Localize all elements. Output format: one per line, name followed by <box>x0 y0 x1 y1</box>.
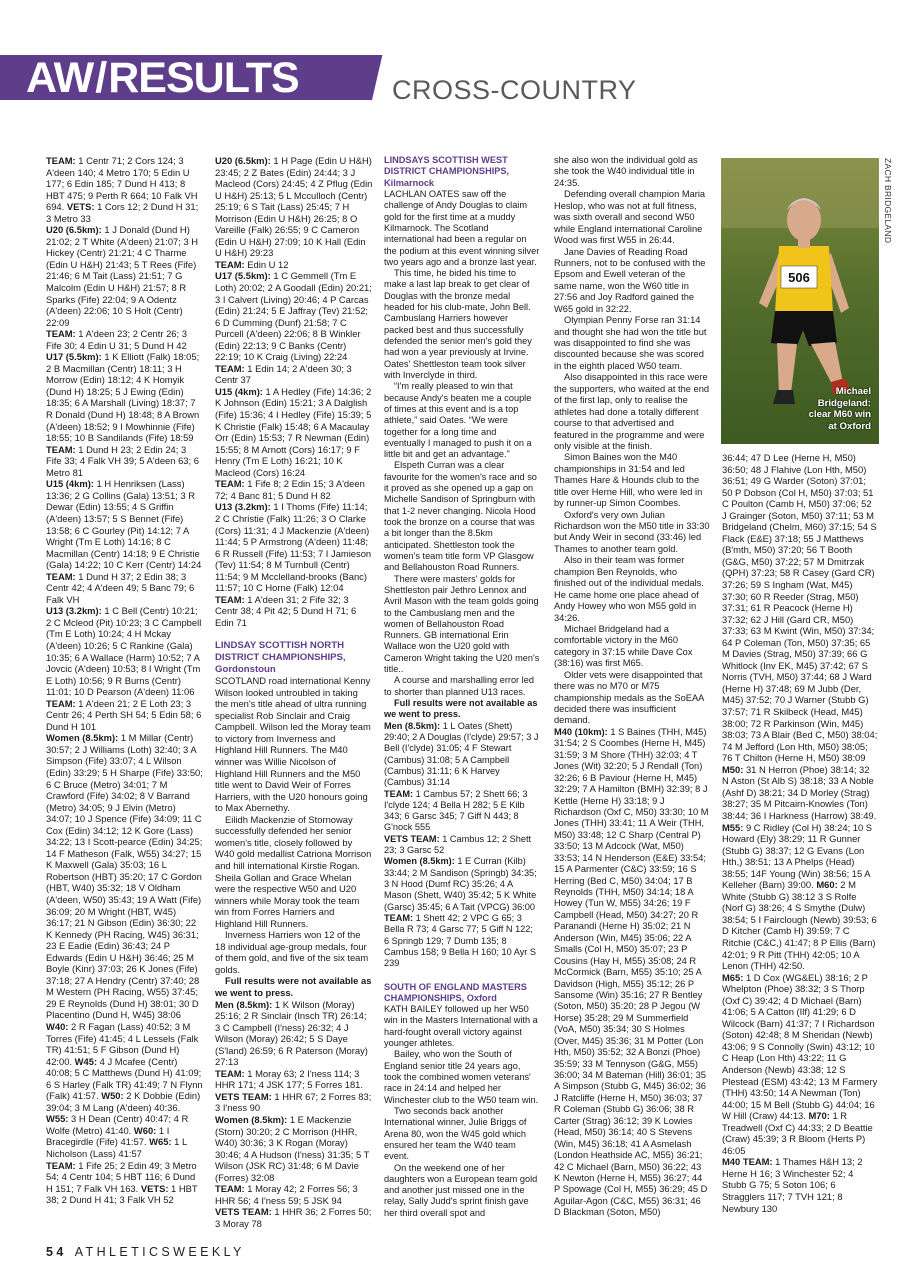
result-entry: Men (8.5km): 1 K Wilson (Moray) 25:16; 2 R Sinclair (Insch TR) 26:14; 3 C Campbell (I'ness) 26:32; 4 J Wilson (Moray) 26:42; 5 S Daye (S'land) 26:59; 6 R Paterson (Moray) 27:13 <box>215 998 368 1068</box>
report-paragraph: Inverness Harriers won 12 of the 18 individual age-group medals, four of them gold, and five of the six team golds. <box>215 929 369 975</box>
aw-results-logo <box>26 56 299 100</box>
result-entry: VETS TEAM: 1 HHR 36; 2 Forres 50; 3 Moray 78 <box>215 1206 372 1229</box>
report-column-3 <box>384 155 540 1219</box>
result-entry: M40 (10km): 1 S Baines (THH, M45) 31:54; 2 S Coombes (Herne H, M45) 31:59; 3 M Shore (THH) 32:03; 4 T Jones (Wit) 32:20; 5 J Rendall (Ton) 32:26; 6 B Paviour (Herne H, M45) 32:29; 7 A Hamilton (BMH) 32:39; 8 J Kettle (Herne H) 33:18; 9 J Richardson (Oxf C, M50) 33:30; 10 M Jones (THH) 33:41; 11 A Weir (THH, M50) 33:48; 12 C Sharp (Central P) 33:50; 13 M Adcock (Wat, M50) 33:53; 14 N Henderson (E&E) 33:54; 15 A Parmenter (C&C) 33:59; 16 S Herring (Bed C, M50) 34:04; 17 B Reynolds (THH, M50) 34:14; 18 A Howey (Tun W, M55) 34:26; 19 F Campbell (Head, M50) 34:27; 20 R Paranandi (Herne H) 35:02; 21 N Anderson (Win, M45) 35:06; 22 A Smalls (Col H, M50) 35:07; 23 P Cousins (Hay H, M55) 35:08; 24 R McCormick (Barn, M55) 35:10; 25 A Davidson (High, M55) 35:12; 26 P Sansome (Win) 35:16; 27 R Bentley (Soton, M50) 35:20; 28 P Jegou (W Horse) 35:28; 29 M Summerfield (VoA, M50) 35:34; 30 S Holmes (Over, M45) 35:36; 31 M Potter (Lon Hth, M50) 35:52; 32 A Bonzi (Phoe) 35:59; 33 M Tennyson (G&G, M55) 36:00; 34 M Bateman (Hill) 36:01; 35 A Simpson (Stubb G, M45) 36:02; 36 J Ratcliffe (Herne H, M50) 36:03; 37 R Coleman (Stubb G) 36:06; 38 R Carter (Strag) 36:12; 39 K Lowies (Head, M50) 36:14; 40 S Stevens (Win, M45) 36:18; 41 A Asmelash (London Heathside AC, M55) 36:21; 42 C Michael (Barn, M50) 36:22; 43 K Newton (Herne H, M55) 36:27; 44 P Spowage (Col H, M55) 36:29; 45 D Aguilar-Agon (C&C, M55) 36:31; 46 D Blackman (Soton, M50) <box>554 726 709 1218</box>
result-entry: TEAM: 1 A'deen 23; 2 Centr 26; 3 Fife 30; 4 Edin U 31; 5 Dund H 42 <box>46 328 187 351</box>
page-footer <box>46 1245 245 1259</box>
result-entry: 36:44; 47 D Lee (Herne H, M50) 36:50; 48 J Flahive (Lon Hth, M50) 36:51; 49 G Warder (Soton) 37:01; 50 P Dobson (Col H, M50) 37:03; 51 C Poulton (Camb H, M50) 37:06; 52 J Grainger (Soton, M50) 37:11; 53 M Bridgeland (Chelm, M60) 37:15; 54 S Flack (E&E) 37:18; 55 J Matthews (B'mth, M50) 37:20; 56 T Booth (G&G, M50) 37:22; 57 M Dmitrzak (QPH) 37:23; 58 R Casey (Gard CR) 37:26; 59 S Ingham (Wat, M45) 37:30; 60 R Reeder (Strag, M50) 37:31; 61 R Peacock (Herne H) 37:32; 62 J Hill (Gard CR, M50) 37:33; 63 M Kwint (Win, M50) 37:34; 64 P Coleman (Ton, M50) 37:35; 65 M Davies (Strag, M50) 37:39; 66 G Whitlock (Inv EK, M45) 37:42; 67 S Norris (TVH, M50) 37:44; 68 J Ward (Herne H) 37:48; 69 M Jubb (Der, M45) 37:52; 70 J Warner (Stubb G) 37:57; 71 R Skilbeck (Head, M45) 38:00; 72 R Parkinson (Win, M45) 38:03; 73 A Blair (Bed C, M50) 38:04; 74 M Jefford (Lon Hth, M50) 38:05; 76 T Chilton (Herne H, M50) 38:09 M50: 31 N Herron (Phoe) 38:14; 32 N Aston (St Alb S) 38:18; 33 A Noble (Ashf D) 38:21; 34 D Morley (Strag) 38:27; 35 M Pitcairn-Knowles (Ton) 38:44; 36 I Harkness (Harrow) 38:49. M55: 9 C Ridley (Col H) 38:24; 10 S Howard (Ely) 38:29; 11 R Gunner (Stubb G) 38:37; 12 G Evans (Lon Hth,) 38:51; 13 A Phelps (Head) 38:55; 14F Young (Win) 38:56; 15 A Kelleher (Barn) 39:00. M60: 2 M White (Stubb G) 38:12 3 S Rolfe (Norf G) 38:26; 4 S Smythe (Dulw) 38:54; 5 I Fairclough (Newb) 39:53; 6 D Kitcher (Camb H) 39:59; 7 C Ritchie (C&C,) 41:47; 8 P Ellis (Barn) 42:01; 9 R Pitt (THH) 42:05; 10 A Lenon (THH) 42:50. <box>722 452 878 972</box>
magazine-name: ATHLETICSWEEKLY <box>74 1245 245 1259</box>
result-entry: TEAM: 1 Dund H 23; 2 Edin 24; 3 Fife 33; 4 Falk VH 39; 5 A'deen 63; 6 Metro 81 <box>46 443 199 478</box>
report-paragraph: Bailey, who won the South of England senior title 24 years ago, took the combined women veterans' race in 24:14 and helped her Winchester club to the W50 team win. <box>384 1049 539 1105</box>
report-paragraph: Eilidh Mackenzie of Stornoway successfully defended her senior women's title, closely followed by W40 gold medallist Catriona Morrison and hill international Kirstie Rogan. Sheila Gollan and Grace Whelan were the respective W50 and U20 winners while Moray took the team win from Forres Harriers and Highland Hill Runners. <box>215 813 372 929</box>
spacer <box>384 970 540 982</box>
report-paragraph: There were masters' golds for Shettleston pair Jethro Lennox and Avril Mason with the team golds going to the Cambuslang men and the women of Bellahouston Road Runners. GB international Erin Wallace won the U20 gold with Cameron Wright taking the U20 men's title.. <box>384 573 540 675</box>
result-entry: U17 (5.5km): 1 C Gemmell (Tm E Loth) 20:02; 2 A Goodall (Edin) 20:21; 3 I Calvert (Living) 20:46; 4 P Carcas (Edin) 21:24; 5 E Jaffray (Tev) 21:52; 6 D Cumming (Dunf) 21:58; 7 C Purcell (A'deen) 22:06; 8 B Winkler (Edin) 22:13; 9 C Banks (Centr) 22:19; 10 K Craig (Living) 22:24 <box>215 270 372 363</box>
result-entry: U20 (6.5km): 1 H Page (Edin U H&H) 23:45; 2 Z Bates (Edin) 24:44; 3 J Macleod (Cors) 24:45; 4 Z Pflug (Edin U H&H) 25:13; 5 L Mcculloch (Centr) 25:19; 6 S Tait (Lass) 25:45; 7 H Morrison (Edin U H&H) 26:25; 8 O Vareille (Falk) 26:55; 9 C Cameron (Edin U H&H) 27:09; 10 K Hall (Edin U H&H) 29:23 <box>215 155 373 259</box>
result-entry: TEAM: 1 Centr 71; 2 Cors 124; 3 A'deen 140; 4 Metro 170; 5 Edin U 177; 6 Edin 185; 7 Dund H 413; 8 HBT 475; 9 Perth R 664; 10 Falk VH 694. VETS: 1 Cors 12; 2 Dund H 31; 3 Metro 33 <box>46 155 199 224</box>
result-entry: TEAM: 1 Moray 42; 2 Forres 56; 3 HHR 56; 4 I'ness 59; 5 JSK 94 <box>215 1183 358 1206</box>
logo-results: RESULTS <box>108 54 299 102</box>
results-column-2 <box>215 155 373 1229</box>
report-paragraph: Two seconds back another International winner, Julie Briggs of Arena 80, won the W45 gold which ensured her team the W40 team event. <box>384 1105 527 1162</box>
result-entry: U13 (3.2km): 1 I Thoms (Fife) 11:14; 2 C Christie (Falk) 11:26; 3 O Clarke (Cors) 11:31; 4 J Mackenzie (A'deen) 11:44; 5 P Armstrong (A'deen) 11:48; 6 R Russell (Fife) 11:53; 7 I Jamieson (Tev) 11:54; 8 M Turnbull (Centr) 11:54; 9 M Mcclelland-brooks (Banc) 11:57; 10 C Horne (Falk) 12:04 <box>215 501 372 594</box>
result-entry: U17 (5.5km): 1 K Elliott (Falk) 18:05; 2 B Macmillan (Centr) 18:11; 3 H Morrow (Edin) 18:12; 4 K Homyik (Dund H) 18:25; 5 J Ewing (Edin) 18:35; 6 A Marshall (Living) 18:37; 7 R Donald (Dund H) 18:48; 8 A Brown (A'deen) 18:52; 9 I Mowhinnie (Fife) 18:55; 10 B Sandilands (Fife) 18:59 <box>46 351 200 444</box>
result-entry: TEAM: 1 A'deen 21; 2 E Loth 23; 3 Centr 26; 4 Perth SH 54; 5 Edin 58; 6 Dund H 101 <box>46 697 202 732</box>
event-heading: LINDSAYS SCOTTISH WEST DISTRICT CHAMPIONSHIPS, Kilmarnock <box>384 155 510 188</box>
report-paragraph: Oxford's very own Julian Richardson won the M50 title in 33:30 but Andy Weir in second (33:46) led Thames to another team gold. <box>554 509 710 554</box>
report-paragraph: Elspeth Curran was a clear favourite for the women's race and so it proved as she opened up a gap on Michelle Sandison of Springburn with that 1-2 never changing. Nicola Hood took the bronze on a course that was a bit longer than the 8.5km anticipated. Shettleston took the women's team title form VP Glasgow and Bellahouston Road Runners. <box>384 460 537 573</box>
result-entry: TEAM: 1 Cambus 57; 2 Shett 66; 3 I'clyde 124; 4 Bella H 282; 5 E Kilb 343; 6 Garsc 345; 7 Giff N 443; 8 G'nock 555 <box>384 788 528 833</box>
bib-number: 506 <box>788 270 810 285</box>
report-paragraph: Jane Davies of Reading Road Runners, not to be confused with the Epsom and Ewell veteran of the same name, won the W60 title in 27:56 and Joy Radford gained the W65 gold in 32:22. <box>554 246 706 314</box>
result-entry: Women (8.5km): 1 E Mackenzie (Storn) 30:20; 2 C Morrison (HHR, W40) 30:36; 3 K Rogan (Moray) 30:46; 4 A Hudson (I'ness) 31:35; 5 T Wilson (JSK RC) 31:48; 6 M Davie (Forres) 32:08 <box>215 1113 370 1183</box>
report-paragraph: On the weekend one of her daughters won a European team gold and another just missed one in the relay, Sally Judd's sprint finish gave her third overall spot and <box>384 1162 538 1218</box>
photo-caption: Michael Bridgeland: clear M60 win at Oxford <box>808 386 871 432</box>
result-entry: TEAM: 1 Fife 25; 2 Edin 49; 3 Metro 54; 4 Centr 104; 5 HBT 116; 6 Dund H 151; 7 Falk VH 163. VETS: 1 HBT 38; 2 Dund H 41; 3 Falk VH 52 <box>46 1159 198 1206</box>
report-paragraph: Older vets were disappointed that there was no M70 or M75 championship medals as the SoEAA decided there was insufficient demand. <box>554 669 704 726</box>
result-entry: TEAM: 1 Fife 8; 2 Edin 15; 3 A'deen 72; 4 Banc 81; 5 Dund H 82 <box>215 478 365 501</box>
result-entry: W40: 2 R Fagan (Lass) 40:52; 3 M Torres (Fife) 41:45; 4 L Lessels (Falk TR) 41:51; 5 F Gibson (Dund H) 42:00. W45: 4 J Mcafee (Centr) 40:08; 5 C Matthews (Dund H) 41:09; 6 S Harley (Falk TR) 41:49; 7 N Flynn (Falk) 41:57. W50: 2 K Dobbie (Edin) 39:04; 3 M Lang (A'deen) 40:36. W55: 3 H Dean (Centr) 40:47; 4 R Wolfe (Metro) 41:40. W60: 1 I Bracegirdle (Fife) 41:57. W65: 1 L Nicholson (Lass) 41:57 <box>46 1021 203 1160</box>
report-paragraph: LACHLAN OATES saw off the challenge of Andy Douglas to claim gold for the first time at a muddy Kilmarnock. The Scotland international had been a regular on the podium at this event winning silver two years ago and a bronze last year. <box>384 188 540 267</box>
results-column-5 <box>722 452 878 1214</box>
event-heading: LINDSAY SCOTTISH NORTH DISTRICT CHAMPIONSHIPS, Gordonstoun <box>215 640 346 675</box>
report-paragraph: A course and marshalling error led to shorter than planned U13 races. <box>384 675 534 697</box>
results-column-1 <box>46 155 204 1206</box>
full-results-note: Full results were not available as we went to press. <box>215 975 372 998</box>
report-paragraph: Olympian Penny Forse ran 31:14 and thought she had won the title but was disappointed to find she was discounted because she was scored in the eighth placed W50 team. <box>554 315 707 371</box>
result-entry: TEAM: Edin U 12 <box>215 258 289 270</box>
report-paragraph: Simon Baines won the M40 championships in 31:54 and led Thames Hare & Hounds club to the title over Herne Hill, who were led in by runner-up Simon Coombes. <box>554 452 703 509</box>
report-paragraph: “I'm really pleased to win that because Andy's beaten me a couple of times at this event and is a top athlete,” said Oates. “We were together for a long time and eventually I managed to push it on a little bit and get an advantage.” <box>384 381 532 460</box>
report-paragraph: SCOTLAND road international Kenny Wilson looked untroubled in taking the men's title ahead of ultra running specialist Rob Sinclair and Craig Campbell. Wilson led the Moray team to victory from Inverness and Highland Hill Runners. The M40 winner was Willie Nicolson of Highland Hill Runners and the M50 title went to David Weir of Forres Harriers, with the U20 honours going to Max Abernethy. <box>215 675 371 814</box>
result-entry: TEAM: 1 Shett 42; 2 VPC G 65; 3 Bella R 73; 4 Garsc 77; 5 Giff N 122; 6 Springb 129; 7 Dumb 135; 8 Cambus 158; 9 Bella H 160; 10 Ayr S 239 <box>384 912 537 969</box>
report-paragraph: Defending overall champion Maria Heslop, who was not at full fitness, was sixth overall and second W50 while England international Caroline Wood was first W55 in 26:44. <box>554 189 706 246</box>
report-paragraph: she also won the individual gold as she took the W40 individual title in 24:35. <box>554 155 698 188</box>
result-entry: U13 (3.2km): 1 C Bell (Centr) 10:21; 2 C Mcleod (Pit) 10:23; 3 C Campbell (Tm E Loth) 10:24; 4 H Mckay (A'deen) 10:26; 5 C Rankine (Gala) 10:35; 6 A Wallace (Harm) 10:52; 7 A Jovcic (A'deen) 10:53; 8 I Wright (Tm E Loth) 10:56; 9 R Burns (Centr) 11:01; 10 D Pearson (A'deen) 11:06 <box>46 605 202 698</box>
report-paragraph: KATH BAILEY followed up her W50 win in the Masters International with a hard-fought overall victory against younger athletes. <box>384 1004 538 1049</box>
report-paragraph: Also disappointed in this race were the supporters, who waited at the end of the first lap, only to realise the athletes had done a totally different course to that advertised and featured in the programme and were only visible at the finish. <box>554 372 710 451</box>
event-heading: SOUTH OF ENGLAND MASTERS CHAMPIONSHIPS, Oxford <box>384 981 527 1003</box>
logo-slash: / <box>95 54 107 102</box>
report-column-4 <box>554 155 710 1219</box>
result-entry: Men (8.5km): 1 L Oates (Shett) 29:40; 2 A Douglas (I'clyde) 29:57; 3 J Bell (I'clyde) 31:05; 4 F Stewart (Cambus) 31:08; 5 A Campbell (Cambus) 31:11; 6 K Harvey (Cambus) 31:14 <box>384 720 539 788</box>
logo-aw: AW <box>26 54 94 102</box>
report-paragraph: Also in their team was former champion Ben Reynolds, who finished out of the individual medals. He came home one place ahead of Andy Howey who won M55 gold in 34:26. <box>554 555 704 623</box>
result-entry: VETS TEAM: 1 HHR 67; 2 Forres 83; 3 I'ness 90 <box>215 1090 372 1114</box>
report-paragraph: This time, he bided his time to make a last lap break to get clear of Douglas with the bronze medal headed for his club-mate, John Bell. Cambuslang Harriers however packed best and thus successfully defended the senior men's gold they had won a year previously at Irvine. Oates' Shettleston team took silver with Inverclyde in third. <box>384 268 532 380</box>
result-entry: Women (8.5km): 1 M Millar (Centr) 30:57; 2 J Williams (Loth) 32:40; 3 A Simpson (Fife) 33:07; 4 L Wilson (Edin) 33:29; 5 H Sharpe (Fife) 33:50; 6 C Bruce (Metro) 34:01; 7 M Crawford (Fife) 34:02; 8 V Barrand (Metro) 34:05; 9 J Elvin (Metro) 34:07; 10 J Spence (Fife) 34:09; 11 C Cox (Edin) 34:12; 12 K Gore (Lass) 34:22; 13 I Scott-pearce (Edin) 34:25; 14 F Matheson (Falk, W55) 34:27; 15 K Maxwell (Gala) 35:03; 16 L Robertson (HBT) 35:20; 17 C Gordon (HBT, W40) 35:32; 18 V Oldham (A'deen, W50) 35:43; 19 A Watt (Fife) 36:09; 20 M Wright (HBT, W45) 36:17; 21 N Gibson (Edin) 36:30; 22 K Kennedy (PH Racing, W45) 36:31; 23 E Eadie (Edin) 36:43; 24 P Edwards (Edin U H&H) 36:46; 25 M Boyle (Kinr) 37:03; 26 K Jones (Fife) 37:18; 27 A Hendry (Centr) 37:40; 28 M Western (PH Racing, W55) 37:45; 29 E Reynolds (Dund H) 38:01; 30 D Placentino (Dund H, W45) 38:06 <box>46 732 203 1021</box>
photo-credit: ZACH BRIDGELAND <box>883 158 893 244</box>
result-entry: M65: 1 D Cox (WG&EL) 38:16; 2 P Whelpton (Phoe) 38:32; 3 S Thorp (Oxf C) 39:42; 4 D Michael (Barn) 41:06; 5 A Catton (Ilf) 41:29; 6 D Wilcock (Barn) 41:37; 7 I Richardson (Soton) 42:48; 8 M Sheridan (Newb) 43:06; 9 S Connolly (Swin) 43:12; 10 C Heap (Lon Hth) 43:22; 11 G Anderson (Newb) 43:38; 12 S Plestead (ESM) 43:42; 13 M Farmery (THH) 43:50; 14 A Newman (Ton) 44:00; 15 M Bell (Stubb G) 44:04; 16 W Hill (Craw) 44:13. M70: 1 R Treadwell (Oxf C) 44:33; 2 D Beattie (Craw) 45:39; 3 R Bloom (Herts P) 46:05 <box>722 971 878 1156</box>
result-entry: Women (8.5km): 1 E Curran (Kilb) 33:44; 2 M Sandison (Springb) 34:35; 3 N Hood (Dumf RC) 35:26; 4 A Mason (Shett, W40) 35:42; 5 K White (Garsc) 35:45; 6 A Tait (VPCG) 36:00 <box>384 856 537 912</box>
result-entry: TEAM: 1 A'deen 31; 2 Fife 32; 3 Centr 38; 4 Pit 42; 5 Dund H 71; 6 Edin 71 <box>215 593 357 628</box>
result-entry: TEAM: 1 Moray 63; 2 I'ness 114; 3 HHR 171; 4 JSK 177; 5 Forres 181. <box>215 1067 363 1091</box>
report-paragraph: Michael Bridgeland had a comfortable victory in the M60 category in 37:15 while Dave Cox (38:16) was first M65. <box>554 623 693 669</box>
result-entry: M40 TEAM: 1 Thames H&H 13; 2 Herne H 16; 3 Winchester 52; 4 Stubb G 75; 5 Soton 106; 6 Stragglers 117; 7 TVH 121; 8 Newbury 130 <box>722 1156 863 1214</box>
result-entry: TEAM: 1 Edin 14; 2 A'deen 30; 3 Centr 37 <box>215 362 352 386</box>
spacer <box>215 628 373 640</box>
full-results-note: Full results were not available as we went to press. <box>384 698 538 720</box>
result-entry: TEAM: 1 Dund H 37; 2 Edin 38; 3 Centr 42; 4 A'deen 49; 5 Banc 79; 6 Falk VH <box>46 570 195 605</box>
result-entry: U15 (4km): 1 H Henriksen (Lass) 13:36; 2 G Collins (Gala) 13:51; 3 R Dewar (Edin) 13:55; 4 S Griffin (A'deen) 13:57; 5 S Bennet (Fife) 13:58; 6 C Gourley (Pit) 14:12; 7 A Wright (Tm E Loth) 14:16; 8 C Macmillan (Centr) 14:18; 9 E Christie (Gala) 14:22; 10 C Kerr (Centr) 14:24 <box>46 478 202 571</box>
runner-photo <box>721 158 879 444</box>
result-entry: U15 (4km): 1 A Hedley (Fife) 14:36; 2 K Johnson (Edin) 15:21; 3 A Dalglish (Fife) 15:36; 4 I Hedley (Fife) 15:39; 5 K Christie (Falk) 15:48; 6 A Macaulay Orr (Edin) 15:53; 7 R Newman (Edin) 15:55; 8 M Arnott (Cors) 16:17; 9 F Henry (Tm E Loth) 16:21; 10 K Macleod (Cors) 16:24 <box>215 385 372 478</box>
section-title: CROSS-COUNTRY <box>392 75 637 105</box>
result-entry: VETS TEAM: 1 Cambus 12; 2 Shett 23; 3 Garsc 52 <box>384 833 532 856</box>
page-number: 54 <box>46 1245 67 1259</box>
result-entry: U20 (6.5km): 1 J Donald (Dund H) 21:02; 2 T White (A'deen) 21:07; 3 H Hickey (Centr) 21:21; 4 C Tharme (Edin U H&H) 21:43; 5 T Rees (Fife) 21:46; 6 M Tait (Lass) 21:51; 7 G Malcolm (Edin U H&H) 21:57; 8 R Sparks (Fife) 22:04; 9 A Odentz (A'deen) 22:06; 10 S Holt (Centr) 22:09 <box>46 224 199 328</box>
